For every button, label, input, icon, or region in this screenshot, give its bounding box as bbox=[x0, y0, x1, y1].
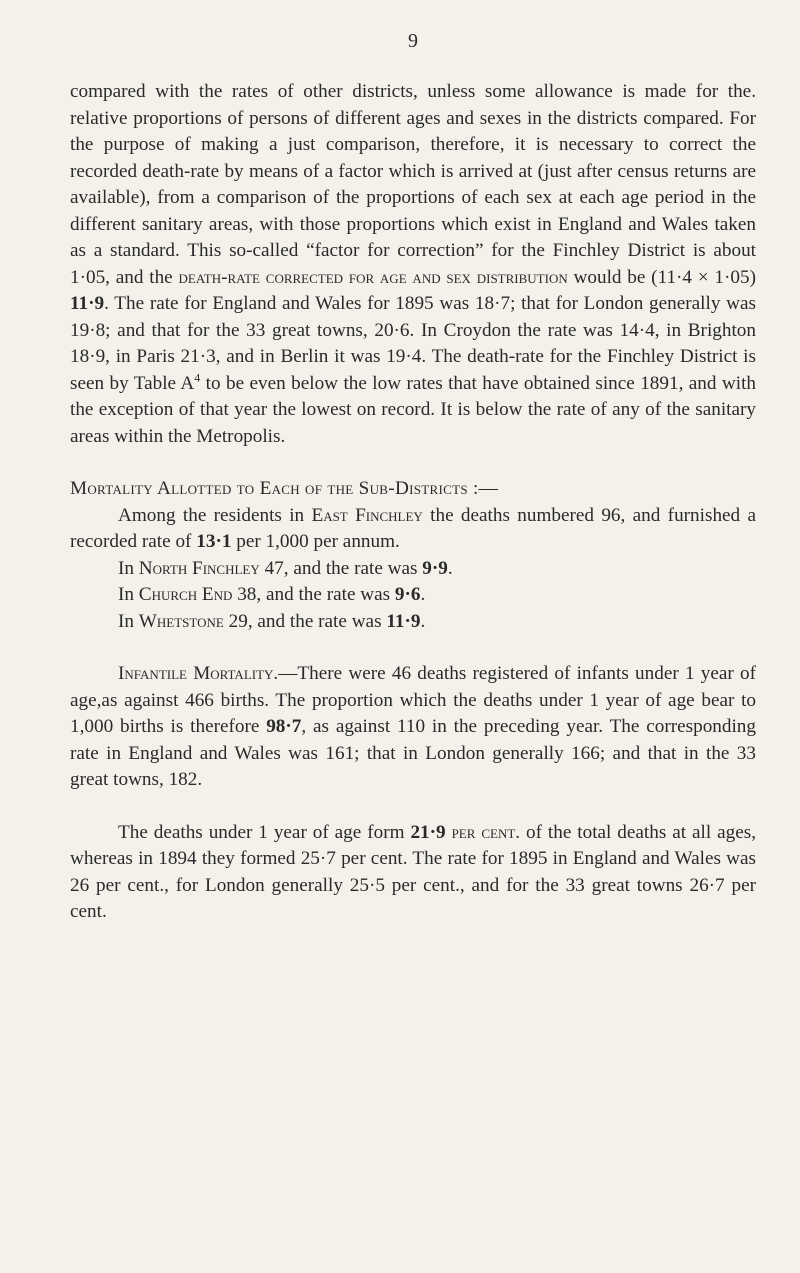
text: In bbox=[118, 557, 139, 579]
district-name: North Finchley bbox=[138, 557, 260, 579]
infant-rate-value: 98·7 bbox=[266, 716, 302, 737]
percentage-value: 21·9 bbox=[410, 821, 446, 843]
emphasis-corrected-death-rate: death-rate corrected for age and sex distribution bbox=[178, 266, 568, 288]
text: In bbox=[118, 584, 139, 605]
text: the deaths numbered 96, and furnished a recorded rate of bbox=[70, 504, 756, 552]
paragraph-death-rate-correction bbox=[70, 79, 756, 450]
text: would be (11·4 × 1·05) bbox=[567, 266, 756, 288]
district-name: East Finchley bbox=[311, 504, 423, 526]
district-rate: 13·1 bbox=[196, 531, 232, 552]
text: to be even below the low rates that have obtained since 1891, and with the exception of that year the lowest on record. It is below the rate of any of the sanitary areas within the Metropolis. bbox=[70, 372, 756, 447]
text: . bbox=[420, 584, 426, 605]
text: . bbox=[447, 557, 453, 579]
text: , as against 110 in the preceding year. The corresponding rate in England and Wales was 161; that in London generally 166; and that in the 33 great towns, 182. bbox=[70, 716, 756, 790]
text: of the total deaths at all ages, whereas in 1894 they formed 25·7 per cent. The rate for 1895 in England and Wales was 26 per cent., for London generally 25·5 per cent., and for the 33 great towns 26·7 per cent. bbox=[70, 821, 756, 922]
text: per 1,000 per annum. bbox=[231, 531, 400, 552]
line-north-finchley bbox=[70, 556, 756, 583]
text: .—There were 46 deaths registered of infants under 1 year of age,as against 466 births. The proportion which the deaths under 1 year of age bear to 1,000 births is therefore bbox=[70, 663, 756, 737]
district-rate: 9·9 bbox=[422, 557, 448, 579]
percent-unit: per cent. bbox=[451, 821, 521, 843]
paragraph-east-finchley bbox=[70, 503, 756, 556]
text: . The rate for England and Wales for 1895 was 18·7; that for London generally was 19·8; and that for the 33 great towns, 20·6. In Croydon the rate was 14·4, in Brighton 18·9, in Paris 21·3, and in Berlin it was 19·4. The death-rate for the Finchley District is seen by Table A bbox=[70, 293, 756, 394]
text: 38, and the rate was bbox=[232, 584, 395, 605]
section-heading-infantile: Infantile Mortality bbox=[118, 663, 274, 684]
text: 29, and the rate was bbox=[223, 610, 387, 632]
district-rate: 9·6 bbox=[394, 584, 421, 605]
line-whetstone bbox=[70, 609, 756, 636]
paragraph-infant-percentage bbox=[70, 820, 756, 926]
line-church-end bbox=[70, 582, 756, 609]
text: The deaths under 1 year of age form bbox=[118, 821, 411, 843]
text: Among the residents in bbox=[118, 504, 312, 526]
text: In bbox=[118, 610, 139, 632]
text: compared with the rates of other districts, unless some allowance is made for the. relative proportions of persons of different ages and sexes in the districts compared. For the purpose of making a just comparison, therefore, it is necessary to correct the recorded death-rate by means of a factor which is arrived at (just after census returns are available), from a comparison of the proportions of each sex at each age period in the different sanitary areas, with those proportions which exist in England and Wales taken as a standard. This so-called “factor for correction” for the Finchley District is about 1·05, and the bbox=[70, 81, 756, 288]
paragraph-infantile-mortality bbox=[70, 661, 756, 794]
text: . bbox=[420, 610, 426, 632]
district-rate: 11·9 bbox=[386, 610, 421, 632]
text: 47, and the rate was bbox=[259, 557, 423, 579]
district-name: Whetstone bbox=[138, 610, 224, 632]
table-superscript: 4 bbox=[194, 370, 201, 385]
section-heading-sub-districts: Mortality Allotted to Each of the Sub-Districts :— bbox=[70, 478, 499, 499]
page-number: 9 bbox=[408, 30, 418, 52]
corrected-rate-value: 11·9 bbox=[70, 293, 105, 314]
district-name: Church End bbox=[138, 584, 233, 605]
